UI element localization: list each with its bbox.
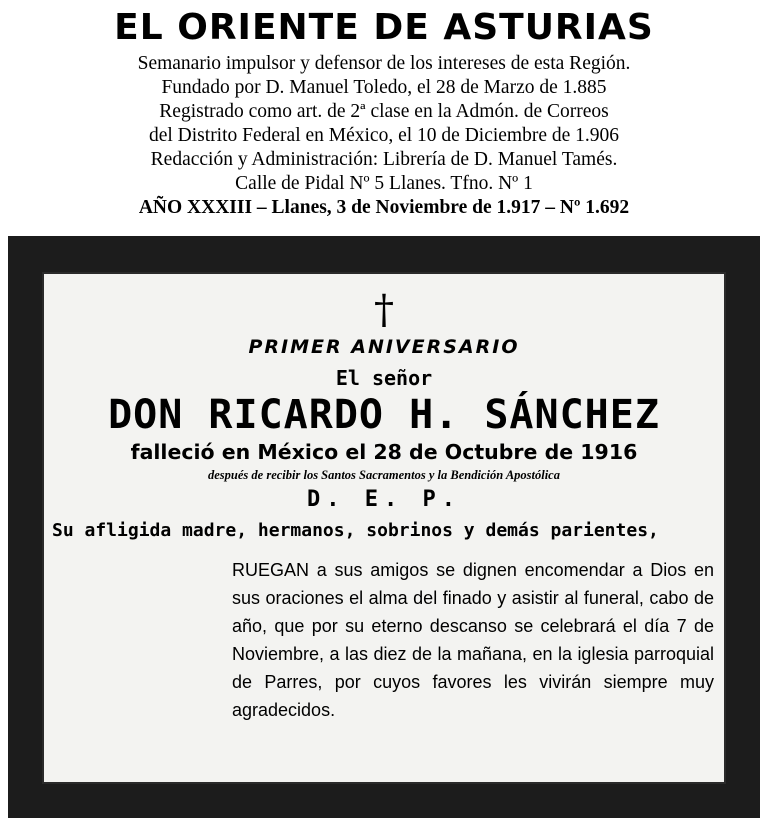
funeral-invitation: RUEGAN a sus amigos se dignen encomendar a Dios en sus oraciones el alma del finado y asistir al funeral, cabo de año, que por su eterno descanso se celebrará el día 7 de Noviembre, a las diez de la mañana, en la iglesia parroquial de Parres, por cuyos favores les vivirán siempre muy agradecidos.: [232, 560, 714, 720]
masthead-line-4: del Distrito Federal en México, el 10 de Diciembre de 1.906: [148, 125, 620, 146]
masthead: [0, 0, 768, 220]
masthead-line-2: Fundado por D. Manuel Toledo, el 28 de Marzo de 1.885: [161, 77, 607, 98]
masthead-line-1: Semanario impulsor y defensor de los intereses de esta Región.: [137, 53, 631, 74]
masthead-line-5: Redacción y Administración: Librería de D. Manuel Tamés.: [150, 149, 618, 170]
honorific: El señor: [335, 366, 433, 390]
death-line: falleció en México el 28 de Octubre de 1916: [130, 440, 638, 464]
deceased-name: DON RICARDO H. SÁNCHEZ: [108, 392, 660, 438]
anniversary-heading: PRIMER ANIVERSARIO: [248, 336, 520, 358]
obituary-notice: [8, 236, 760, 818]
family-line: Su afligida madre, hermanos, sobrinos y demás parientes,: [52, 520, 659, 541]
obituary-frame: [42, 272, 726, 784]
cross-icon: †: [374, 287, 394, 333]
newspaper-title: EL ORIENTE DE ASTURIAS: [114, 7, 654, 48]
sacraments-line: después de recibir los Santos Sacramentos y la Bendición Apostólica: [208, 468, 560, 482]
rip-abbreviation: D. E. P.: [307, 487, 461, 512]
issue-line: AÑO XXXIII – Llanes, 3 de Noviembre de 1.917 – Nº 1.692: [138, 197, 630, 218]
masthead-line-6: Calle de Pidal Nº 5 Llanes. Tfno. Nº 1: [235, 173, 533, 194]
masthead-line-3: Registrado como art. de 2ª clase en la Admón. de Correos: [159, 101, 609, 122]
